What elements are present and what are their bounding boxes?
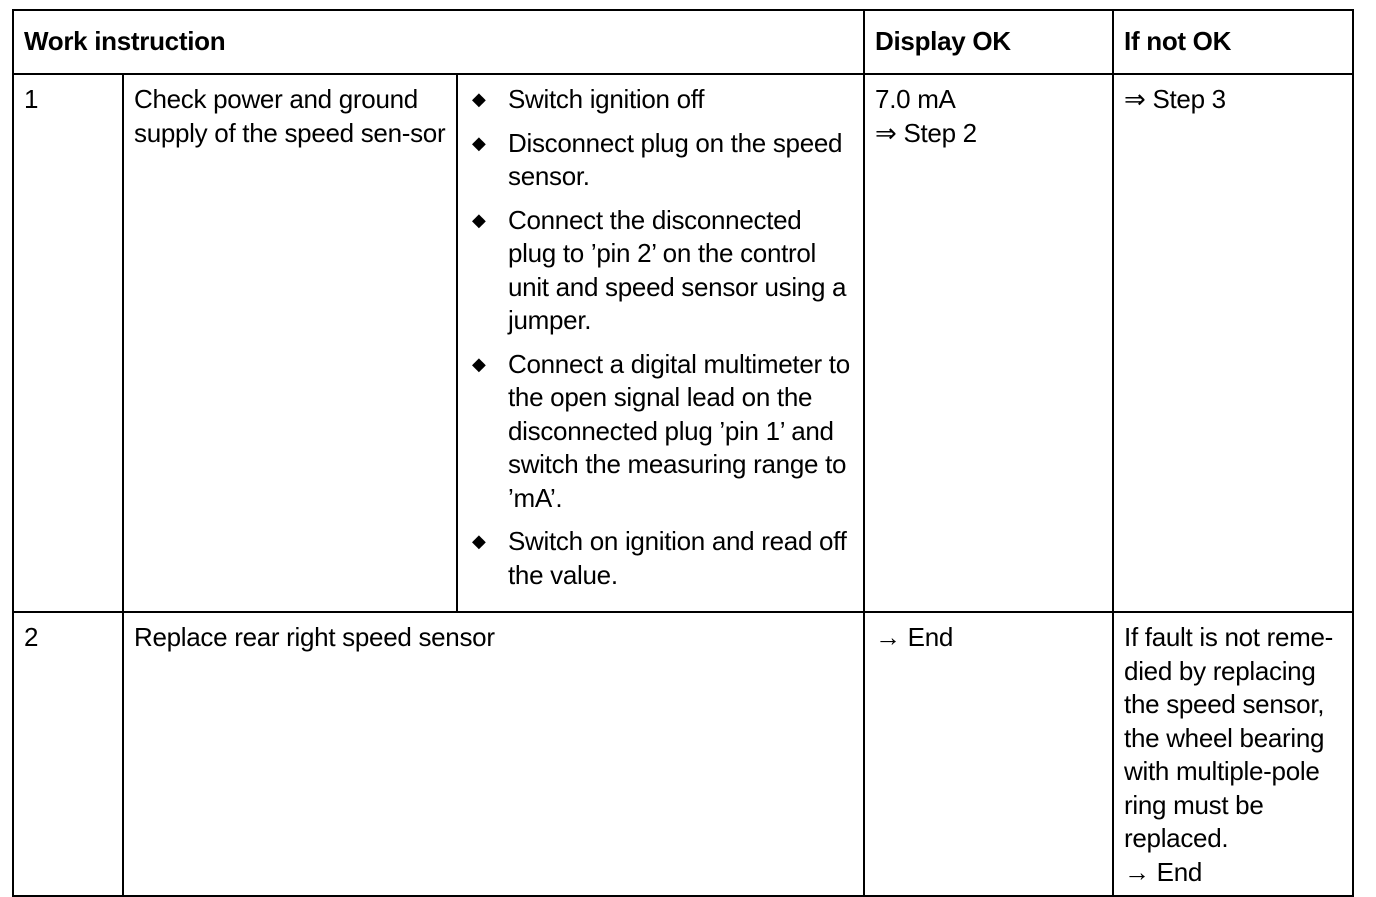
header-if-not-ok: If not OK bbox=[1113, 10, 1353, 74]
instruction-text: Check power and ground supply of the speed sen-sor bbox=[134, 84, 446, 148]
list-item: ◆ Connect a digital multimeter to the open signal lead on the disconnected plug ’pin 1’ and switch the measuring range to ’mA’. bbox=[472, 348, 850, 513]
table-header-row bbox=[13, 10, 1353, 74]
display-ok-cell bbox=[864, 74, 1113, 612]
diamond-bullet-icon: ◆ bbox=[472, 531, 486, 551]
display-ok-next-step: → End bbox=[875, 622, 954, 652]
step-actions bbox=[457, 74, 864, 612]
diamond-bullet-icon: ◆ bbox=[472, 132, 486, 153]
list-item: ◆ Switch ignition off bbox=[468, 83, 853, 117]
if-not-ok-note: If fault is not reme-died by replacing the speed sensor, the wheel bearing with multiple-pole ring must be replaced. bbox=[1124, 622, 1334, 853]
diamond-bullet-icon: ◆ bbox=[472, 353, 486, 374]
if-not-ok-cell bbox=[1113, 612, 1353, 896]
step-number: 1 bbox=[13, 74, 123, 612]
header-display-ok: Display OK bbox=[864, 10, 1113, 74]
display-ok-cell bbox=[864, 612, 1113, 896]
display-ok-value: 7.0 mA bbox=[875, 84, 956, 114]
header-work-instruction: Work instruction bbox=[13, 10, 864, 74]
action-list bbox=[468, 83, 853, 592]
diamond-bullet-icon: ◆ bbox=[472, 209, 486, 230]
table-row bbox=[13, 612, 1353, 896]
diamond-bullet-icon: ◆ bbox=[472, 89, 486, 109]
list-item: ◆ Switch on ignition and read off the value. bbox=[472, 526, 847, 590]
step-number: 2 bbox=[13, 612, 123, 896]
instruction-text: Replace rear right speed sensor bbox=[134, 622, 495, 652]
step-instruction bbox=[123, 74, 457, 612]
table-row bbox=[13, 74, 1353, 612]
list-item: ◆ Disconnect plug on the speed sensor. bbox=[472, 127, 843, 191]
list-item: ◆ Connect the disconnected plug to ’pin 2’ on the control unit and speed sensor using a jumper. bbox=[472, 204, 847, 335]
if-not-ok-cell bbox=[1113, 74, 1353, 612]
step-instruction bbox=[123, 612, 864, 896]
if-not-ok-next-step: ⇒ Step 3 bbox=[1124, 84, 1226, 114]
if-not-ok-next-step: → End bbox=[1124, 856, 1203, 887]
work-instruction-table bbox=[12, 9, 1354, 897]
display-ok-next-step: ⇒ Step 2 bbox=[875, 117, 977, 148]
